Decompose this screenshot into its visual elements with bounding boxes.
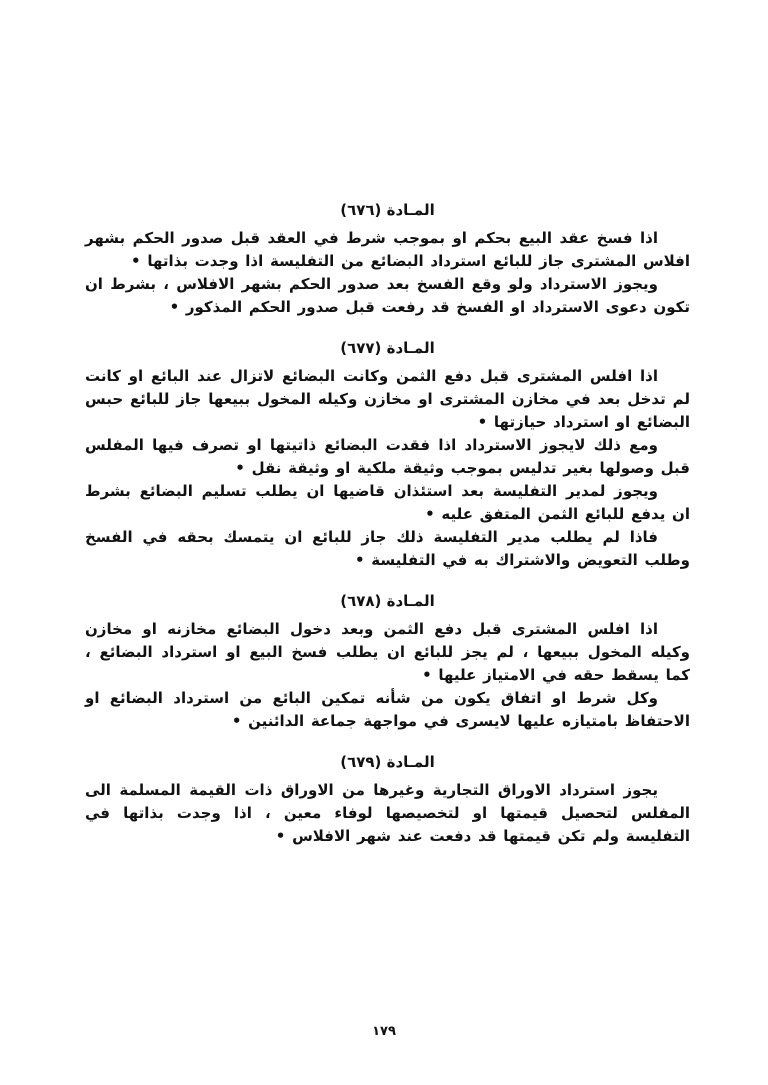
article-678-paragraph-2: وكل شرط او اتفاق يكون من شأنه تمكين البائع من استرداد البضائع او الاحتفاظ بامتيازه عليها لايسرى في مواجهة جماعة الدائنين • xyxy=(85,689,690,730)
article-677-paragraph-2: ومع ذلك لايجوز الاسترداد اذا فقدت البضائع ذاتيتها او تصرف فيها المفلس قبل وصولها بغير تدليس بموجب وثيقة ملكية او وثيقة نقل • xyxy=(85,436,690,477)
article-677-paragraph-1: اذا افلس المشترى قبل دفع الثمن وكانت البضائع لاتزال عند البائع او كانت لم تدخل بعد في مخازن المشترى او مخازن وكيله المخول ببيعها جاز للبائع حبس البضائع او استرداد حيازتها • xyxy=(85,367,690,431)
article-677-paragraph-4: فاذا لم يطلب مدير التفليسة ذلك جاز للبائع ان يتمسك بحقه في الفسخ وطلب التعويض والاشتراك به في التفليسة • xyxy=(85,528,690,569)
page-text-block xyxy=(85,199,690,848)
article-679-title: المـادة (٦٧٩) xyxy=(340,753,435,771)
article-677-paragraph-3: ويجوز لمدير التفليسة بعد استئذان قاضيها ان يطلب تسليم البضائع بشرط ان يدفع للبائع الثمن المتفق عليه • xyxy=(85,482,690,523)
article-679-paragraph-1: يجوز استرداد الاوراق التجارية وغيرها من الاوراق ذات القيمة المسلمة الى المفلس لتحصيل قيمتها او لتخصيصها لوفاء معين ، اذا وجدت بذاتها في التفليسة ولم تكن قيمتها قد دفعت عند شهر الافلاس • xyxy=(85,781,690,845)
article-678 xyxy=(85,590,690,733)
article-676 xyxy=(85,199,690,319)
article-676-title: المـادة (٦٧٦) xyxy=(340,201,435,219)
article-677 xyxy=(85,337,690,572)
article-678-title: المـادة (٦٧٨) xyxy=(340,592,435,610)
article-677-title: المـادة (٦٧٧) xyxy=(340,339,435,357)
article-676-paragraph-1: اذا فسخ عقد البيع بحكم او بموجب شرط في العقد قبل صدور الحكم بشهر افلاس المشترى جاز للبائع استرداد البضائع من التفليسة اذا وجدت بذاتها • xyxy=(85,229,690,270)
page-number: ١٧٩ xyxy=(372,1024,396,1039)
article-678-paragraph-1: اذا افلس المشترى قبل دفع الثمن وبعد دخول البضائع مخازنه او مخازن وكيله المخول ببيعها ، لم يجز للبائع ان يطلب فسخ البيع او استرداد البضائع ، كما يسقط حقه في الامتياز عليها • xyxy=(85,620,690,684)
article-679 xyxy=(85,751,690,848)
article-676-paragraph-2: ويجوز الاسترداد ولو وقع الفسخ بعد صدور الحكم بشهر الافلاس ، بشرط ان تكون دعوى الاسترداد او الفسخ قد رفعت قبل صدور الحكم المذكور • xyxy=(85,275,690,316)
